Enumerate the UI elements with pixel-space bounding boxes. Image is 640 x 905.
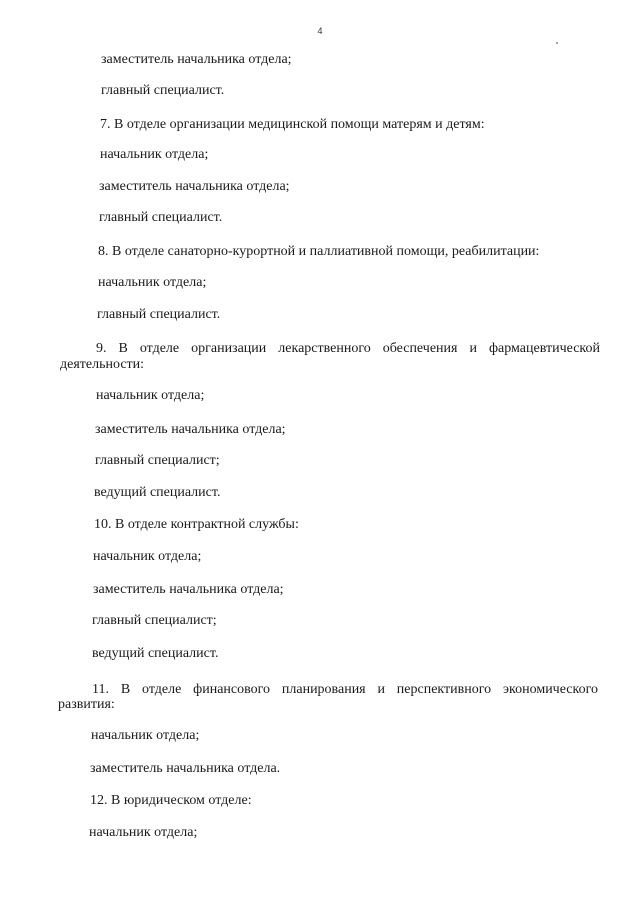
text-line: начальник отдела;	[96, 388, 205, 403]
text-line: главный специалист.	[97, 307, 221, 322]
text-line: начальник отдела;	[98, 275, 207, 290]
text-line: главный специалист;	[92, 613, 217, 628]
text-line: 12. В юридическом отделе:	[90, 793, 252, 808]
text-line: начальник отдела;	[100, 147, 209, 162]
text-line: развития:	[58, 697, 115, 712]
text-line: главный специалист.	[99, 210, 223, 225]
text-line: ведущий специалист.	[94, 485, 221, 500]
text-line: заместитель начальника отдела;	[95, 422, 286, 437]
text-line: заместитель начальника отдела;	[101, 52, 292, 67]
text-line: 10. В отделе контрактной службы:	[94, 517, 299, 532]
text-line: начальник отдела;	[93, 549, 202, 564]
text-line: 7. В отделе организации медицинской помощи матерям и детям:	[100, 117, 485, 132]
text-line: ведущий специалист.	[92, 646, 219, 661]
text-line: заместитель начальника отдела;	[99, 179, 290, 194]
text-line: деятельности:	[60, 357, 145, 372]
text-line: начальник отдела;	[91, 728, 200, 743]
text-line: заместитель начальника отдела.	[90, 761, 281, 776]
page-number: 4	[317, 26, 323, 36]
text-line: главный специалист.	[101, 83, 225, 98]
text-line: 11. В отделе финансового планирования и перспективного экономического	[92, 682, 598, 697]
text-line: начальник отдела;	[89, 825, 198, 840]
text-line: 9. В отделе организации лекарственного обеспечения и фармацевтической	[96, 341, 600, 356]
scan-speck	[556, 42, 558, 44]
text-line: заместитель начальника отдела;	[93, 582, 284, 597]
text-line: 8. В отделе санаторно-курортной и паллиативной помощи, реабилитации:	[98, 244, 540, 259]
text-line: главный специалист;	[95, 453, 220, 468]
